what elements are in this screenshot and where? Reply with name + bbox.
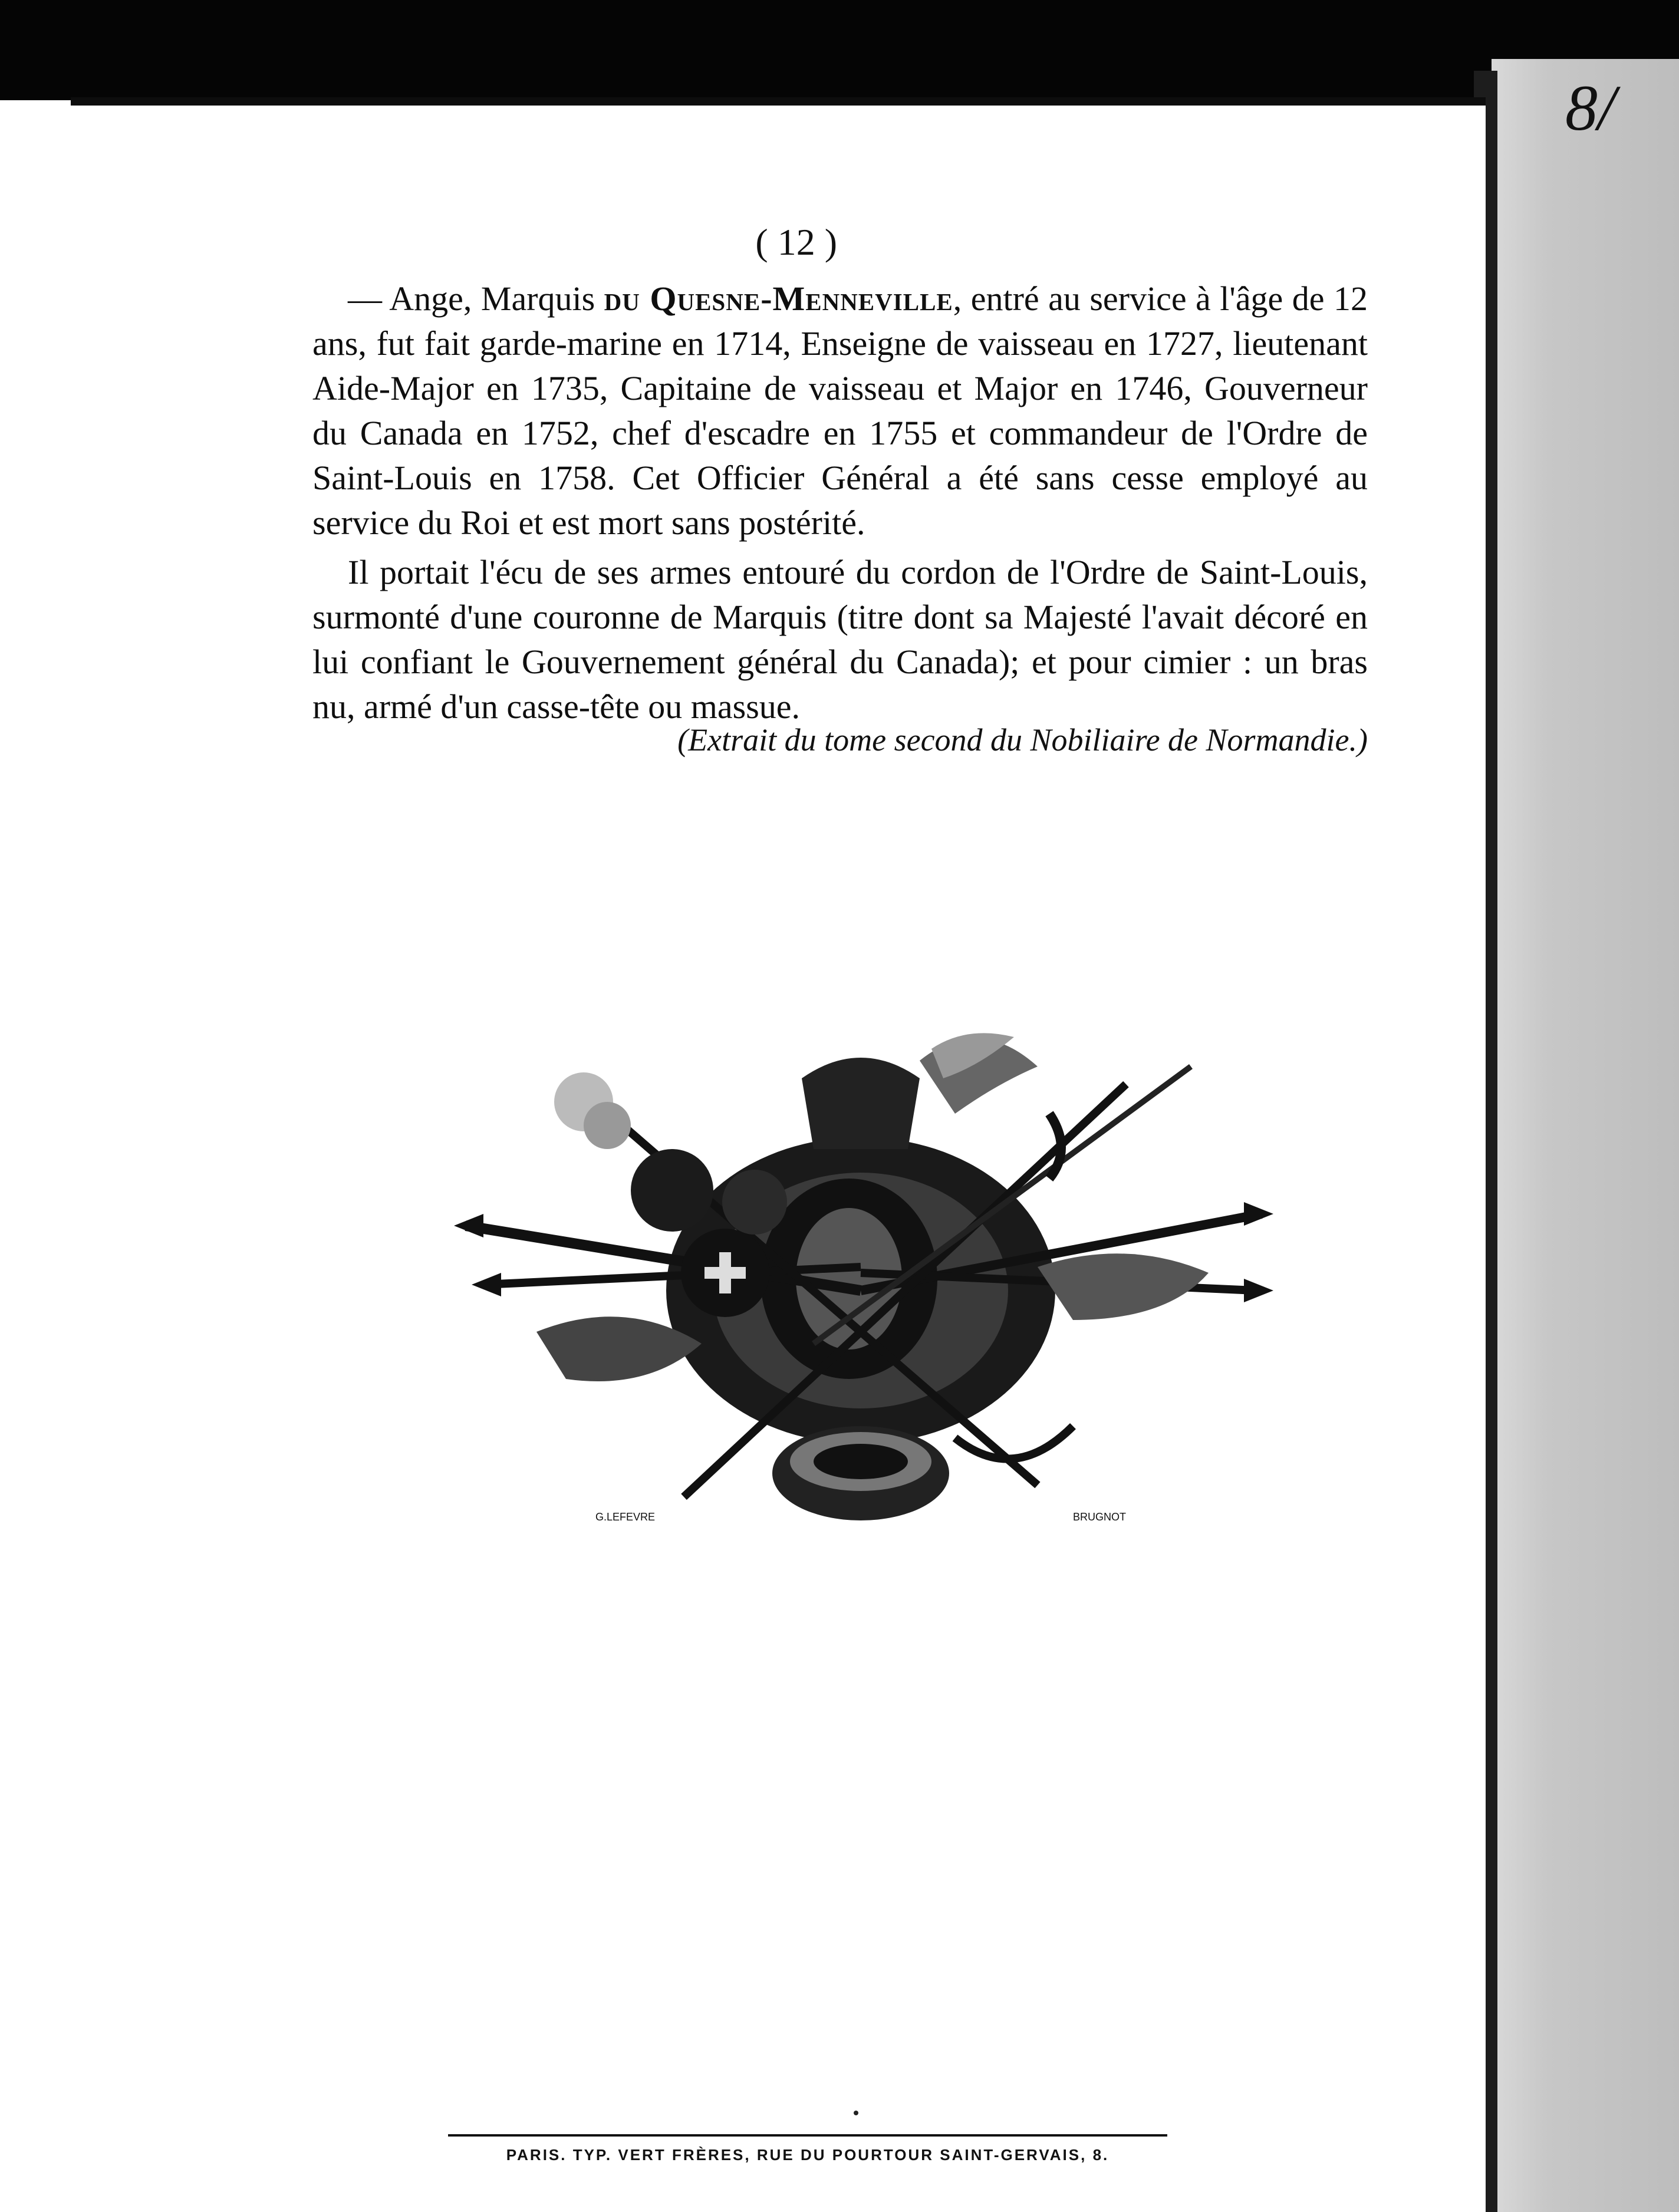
body-text (312, 276, 1368, 729)
speck-mark (854, 2111, 858, 2115)
trophy-of-arms-icon (448, 1013, 1273, 1579)
engraver-signature-left: G.LEFEVRE (595, 1511, 656, 1523)
paragraph-opening: — Ange, Marquis (348, 279, 604, 318)
source-citation: (Extrait du tome second du Nobiliaire de Normandie.) (677, 722, 1368, 758)
engraver-signature-right: BRUGNOT (1073, 1511, 1126, 1523)
page-number: ( 12 ) (755, 221, 837, 263)
paragraph-arms: Il portait l'écu de ses armes entouré du cordon de l'Ordre de Saint-Louis, surmonté d'une couronne de Marquis (titre dont sa Majesté l'avait décoré en lui confiant le Gouvernement général du Canada); et pour cimier : un bras nu, armé d'un casse-tête ou massue. (312, 553, 1368, 726)
scan-right-strip (1492, 59, 1679, 2212)
folio-mark: 8/ (1565, 72, 1616, 144)
document-page (71, 97, 1486, 2212)
paragraph-career: , entré au service à l'âge de 12 ans, fut fait garde-marine en 1714, Enseigne de vaisseau en 1727, lieutenant Aide-Major en 1735, Capitaine de vaisseau et Major en 1746, Gouverneur du Canada en 1752, chef d'escadre en 1755 et commandeur de l'Ordre de Saint-Louis en 1758. Cet Officier Général a été sans cesse employé au service du Roi et est mort sans postérité. (312, 279, 1368, 542)
footer-rule (448, 2134, 1167, 2137)
paragraph-biography (312, 276, 1368, 545)
printer-imprint: PARIS. TYP. VERT FRÈRES, RUE DU POURTOUR SAINT-GERVAIS, 8. (506, 2146, 1110, 2164)
scan-top-border (0, 0, 1679, 100)
person-name: du Quesne-Menneville (604, 279, 953, 318)
